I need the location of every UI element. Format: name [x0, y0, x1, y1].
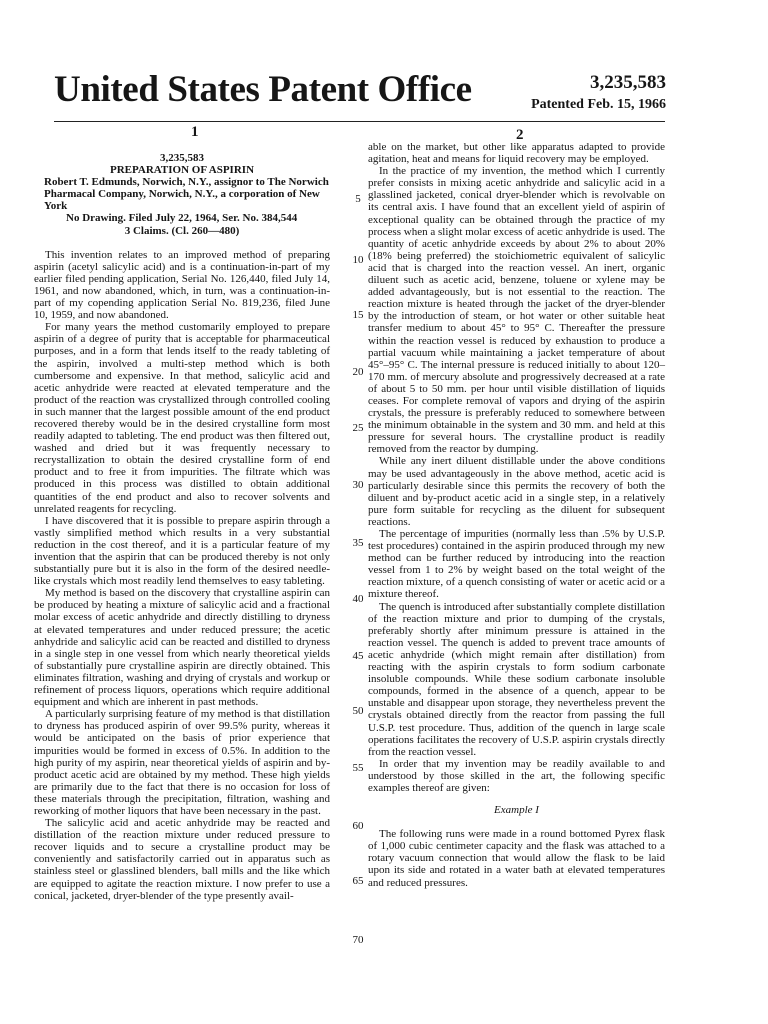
body-paragraph: A particularly surprising feature of my method is that distillation to dryness has produced aspirin of over 99.5% purity, whereas it would be anticipated on the basis of prior experience that impurities would be formed in excess of 0.5%. In addition to the high purity of my aspirin, near theoretical yields of aspirin and by-product acetic acid are obtained by my method. These high yields are primarily due to the fact that there is no occasion for loss of these materials through the precipitation, filtration, washing and reworking of mother liquors that have been necessary in the past.	[34, 708, 330, 817]
example-paragraph: The following runs were made in a round bottomed Pyrex flask of 1,000 cubic centimeter capacity and the flask was attached to a rotary vacuum connection that would allow the flask to be laid upon its side and rotated in a water bath at elevated temperatures and reduced pressures.	[368, 828, 665, 889]
left-column	[34, 152, 330, 902]
patent-number-line: 3,235,583	[160, 152, 204, 164]
body-paragraph: The quench is introduced after substantially complete distillation of the reaction mixture and prior to dumping of the crystals, preferably shortly after minimum pressure is attained in the reaction vessel. The quench is added to prevent trace amounts of acetic anhydride (which might remain after distillation) from reacting with the aspirin crystals to form sodium carbonate insoluble compounds. While these sodium carbonate insoluble compounds, formed in the absence of a quench, appear to be unstable and disappear upon storage, they nevertheless prevent the crystals obtained directly from the reactor from passing the full U.S.P. test procedure. Thus, addition of the quench in large scale operations facilitates the recovery of U.S.P. aspirin crystals directly from the reaction vessel.	[368, 600, 665, 758]
line-number: 5	[355, 193, 361, 205]
invention-title: PREPARATION OF ASPIRIN	[109, 164, 255, 177]
column-number-left: 1	[191, 124, 199, 140]
example-heading: Example I	[494, 804, 539, 817]
body-paragraph: I have discovered that it is possible to prepare aspirin through a vastly simplified method which results in a very substantial reduction in the cost thereof, and it is a particular feature of my invention that the aspirin that can be produced thereby is not only substantially pure but it is also in the form of the desired needle-like crystals which most readily lend themselves to easy tableting.	[34, 514, 330, 588]
body-paragraph: In the practice of my invention, the method which I currently prefer consists in mixing acetic anhydride and salicylic acid in a glasslined jacketed, conical dryer-blender which is revolvable on its central axis. I have found that an excellent yield of aspirin of exceptional quality can be obtained through the practice of my process when a slight molar excess of acetic anhydride is used. The quantity of acetic anhydride exceeds by about 2% to about 20% (18% being preferred) the stoichiometric equivalent of salicylic acid that is charged into the reaction vessel. An inert, organic diluent such as acetic acid, benzene, toluene or xylene may be added advantageously, but is not essential to the reaction. The reaction mixture is heated through the jacket of the dryer-blender by the introduction of steam, or hot water or other suitable heat transfer medium to about 45° to 95° C. Thereafter the pressure within the reaction vessel is reduced by exhaustion to produce a partial vacuum while maintaining a jacket temperature of about 45°–95° C. The internal pressure is reduced initially to about 120–170 mm. of mercury absolute and progressively decreased at a rate of about 5 to 50 mm. per hour until visible distillation of liquids ceases. For complete removal of vapors and drying of the aspirin crystals, the pressure is preferably reduced to somewhere between the minimum obtainable in the system and 30 mm. and held at this pressure for several hours. The crystalline product is readily removed from the reactor by dumping.	[368, 165, 665, 456]
body-paragraph: In order that my invention may be readily available to and understood by those skilled in the art, the following specific examples thereof are given:	[368, 757, 665, 794]
line-number: 60	[352, 820, 364, 832]
line-number: 30	[352, 479, 364, 491]
column-number-right: 2	[516, 127, 524, 143]
body-paragraph: This invention relates to an improved method of preparing aspirin (acetyl salicylic acid) and is a continuation-in-part of my earlier filed pending application, Serial No. 126,440, filed July 14, 1961, and now abandoned, which, in turn, was a continuation-in-part of my copending application Serial No. 819,236, filed June 10, 1959, and now abandoned.	[34, 248, 330, 322]
line-number: 55	[352, 762, 364, 774]
body-paragraph: The percentage of impurities (normally less than .5% by U.S.P. test procedures) contained in the aspirin produced through my new method can be further reduced by introducing into the reaction vessel from 1 to 2% by weight based on the total weight of the reaction mixture, of a quench consisting of water or acetic acid or a mixture thereof.	[368, 528, 665, 601]
inventor-assignee: Robert T. Edmunds, Norwich, N.Y., assignor to The Norwich Pharmacal Company, Norwich, N.Y., a corporation of New York	[44, 176, 329, 213]
line-number: 15	[352, 309, 364, 321]
filing-info: No Drawing. Filed July 22, 1964, Ser. No. 384,544	[66, 212, 298, 225]
line-number: 50	[352, 705, 364, 717]
body-paragraph: My method is based on the discovery that crystalline aspirin can be produced by heating a mixture of salicylic acid and a fractional molar excess of acetic anhydride and directly distilling to dryness at elevated temperatures and under reduced pressure; the acetic anhydride and salicylic acid can be reacted and distilled to dryness in a single step in one vessel from which nearly theoretical yields of substantially pure crystalline aspirin are directly obtained. This eliminates filtration, washing and drying of crystals and workup or refinement of process liquors, operations which require additional equipment and which are inherent in past methods.	[34, 587, 330, 709]
body-paragraph: able on the market, but other like apparatus adapted to provide agitation, heat and means for liquid recovery may be employed.	[368, 141, 665, 166]
claims-info: 3 Claims. (Cl. 260—480)	[124, 224, 240, 237]
line-number: 70	[352, 934, 364, 946]
line-number: 10	[352, 254, 364, 266]
patented-date: Patented Feb. 15, 1966	[531, 97, 666, 112]
patent-office-title: United States Patent Office	[54, 69, 472, 110]
line-number: 45	[352, 650, 364, 662]
body-paragraph: The salicylic acid and acetic anhydride may be reacted and distillation of the reaction mixture under reduced pressure to recover liquids and to secure a crystalline product may be conveniently and satisfactorily carried out in apparatus such as stainless steel or glasslined blenders, ball mills and the like which are equipped to agitate the reaction mixture. I now prefer to use a conical, jacketed, dryer-blender of the type presently avail-	[34, 817, 330, 902]
patent-number: 3,235,583	[590, 72, 666, 93]
line-number-gutter	[349, 0, 367, 1024]
line-number: 25	[352, 422, 364, 434]
line-number: 20	[352, 366, 364, 378]
line-number: 40	[352, 593, 364, 605]
body-paragraph: While any inert diluent distillable under the above conditions may be used advantageously in the above method, acetic acid is particularly desirable since this permits the recovery of both the diluent and by-product acetic acid in a single step, in a relatively pure form suitable for recycling as the diluent for subsequent reactions.	[368, 455, 665, 528]
right-column	[368, 141, 665, 889]
line-number: 35	[352, 537, 364, 549]
line-number: 65	[352, 875, 364, 887]
body-paragraph: For many years the method customarily employed to prepare aspirin of a degree of purity that is acceptable for pharmaceutical purposes, and in a form that lends itself to the ready tableting of the aspirin, involved a multi-step method which is both cumbersome and expensive. In that method, salicylic acid and acetic anhydride were reacted at elevated temperature and the product of the reaction was crystallized through controlled cooling in such manner that the largest possible amount of the end product recovered thereby would be in the desired crystalline form most readily adapted to tableting. The end product was then filtered out, washed and dried but it was frequently necessary to recrystallization to obtain the desired crystalline form of end product and to free it from impurities. The filtrate which was produced in this process was distilled to obtain additional quantities of the end product and also to recover solvents and unrelated reagents for recycling.	[34, 321, 330, 515]
